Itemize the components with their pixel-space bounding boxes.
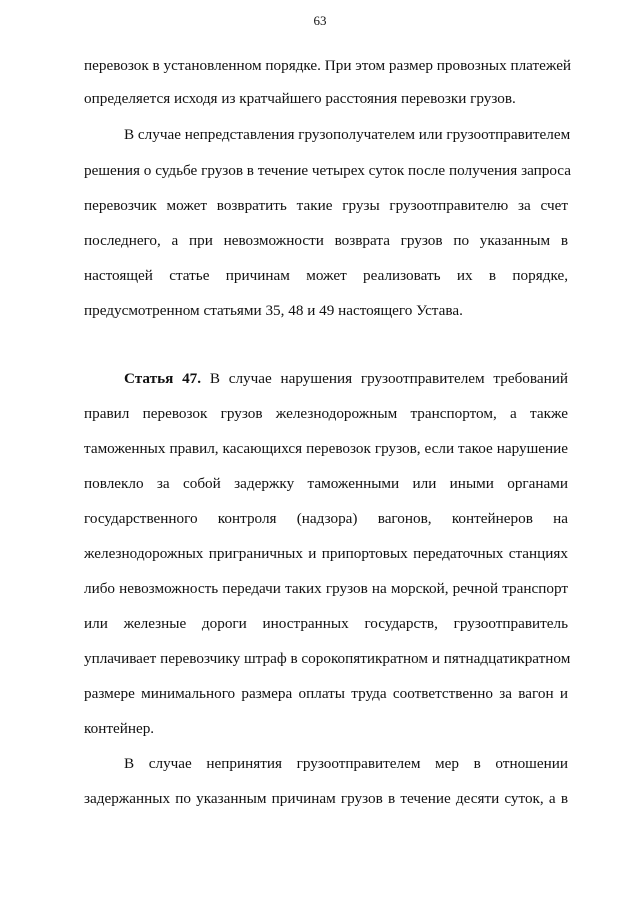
text-line: уплачивает перевозчику штраф в сорокопятикратном и пятнадцатикратном [84, 650, 571, 667]
text-line: размере минимального размера оплаты труда соответственно за вагон и [84, 685, 568, 702]
text-line: либо невозможность передачи таких грузов на морской, речной транспорт [84, 580, 568, 597]
text-line: таможенных правил, касающихся перевозок грузов, если такое нарушение [84, 440, 568, 457]
text-line: В случае непринятия грузоотправителем мер в отношении [124, 755, 568, 772]
text-line: последнего, а при невозможности возврата грузов по указанным в [84, 232, 568, 249]
text-line: контейнер. [84, 720, 155, 737]
text-line: или железные дороги иностранных государств, грузоотправитель [84, 615, 568, 632]
text-line: задержанных по указанным причинам грузов в течение десяти суток, а в [84, 790, 568, 807]
text-line: перевозчик может возвратить такие грузы грузоотправителю за счет [84, 197, 568, 214]
article-heading: Статья 47. [124, 370, 202, 387]
page-number: 63 [313, 13, 327, 28]
text-line: государственного контроля (надзора) вагонов, контейнеров на [84, 510, 568, 527]
text-line: правил перевозок грузов железнодорожным транспортом, а также [84, 405, 568, 422]
text-line: повлекло за собой задержку таможенными или иными органами [84, 475, 568, 492]
text-line: определяется исходя из кратчайшего расстояния перевозки грузов. [84, 90, 516, 107]
article-first-line [124, 369, 568, 389]
text-line: железнодорожных приграничных и припортовых передаточных станциях [84, 545, 568, 562]
text-line: настоящей статье причинам может реализовать их в порядке, [84, 267, 568, 284]
text-line: предусмотренном статьями 35, 48 и 49 настоящего Устава. [84, 302, 463, 319]
text-span: В случае нарушения грузоотправителем требований [209, 370, 568, 387]
text-line: решения о судьбе грузов в течение четырех суток после получения запроса [84, 162, 571, 179]
text-line: перевозок в установленном порядке. При этом размер провозных платежей [84, 57, 572, 74]
text-line: В случае непредставления грузополучателем или грузоотправителем [124, 126, 571, 143]
